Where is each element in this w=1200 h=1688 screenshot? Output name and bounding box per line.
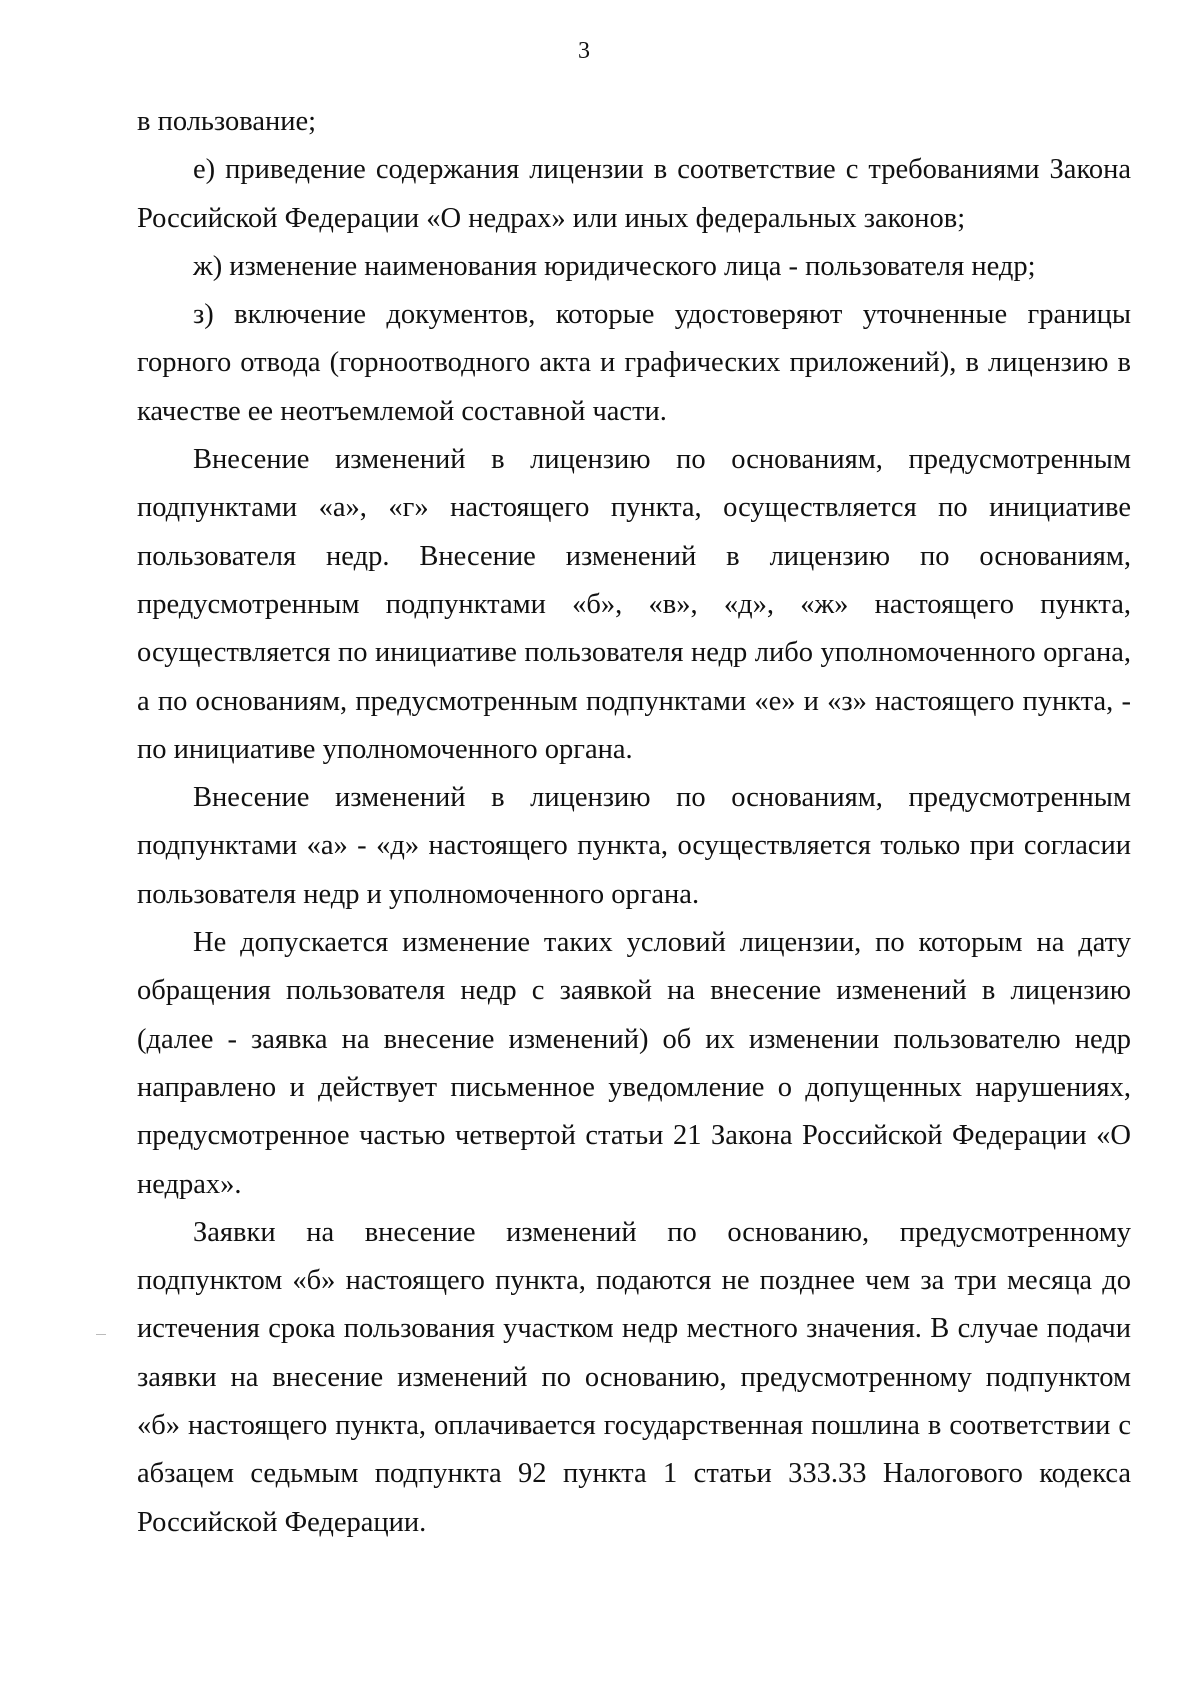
paragraph-item-z: з) включение документов, которые удостоверяют уточненные границы горного отвода (горноотводного акта и графических приложений), в лицензию в качестве ее неотъемлемой составной части. xyxy=(137,299,1131,427)
paragraph-item-zh: ж) изменение наименования юридического лица - пользователя недр; xyxy=(193,250,1036,282)
paragraph-initiative: Внесение изменений в лицензию по основаниям, предусмотренным подпунктами «а», «г» настоящего пункта, осуществляется по инициативе пользователя недр. Внесение изменений в лицензию по основаниям, предусмотренным подпунктами «б», «в», «д», «ж» настоящего пункта, осуществляется по инициативе пользователя недр либо уполномоченного органа, а по основаниям, предусмотренным подпунктами «е» и «з» настоящего пункта, - по инициативе уполномоченного органа. xyxy=(137,444,1131,765)
paragraph-item-e: е) приведение содержания лицензии в соответствие с требованиями Закона Российской Федерации «О недрах» или иных федеральных законов; xyxy=(137,154,1131,234)
paragraph-consent: Внесение изменений в лицензию по основаниям, предусмотренным подпунктами «а» - «д» настоящего пункта, осуществляется только при согласии пользователя недр и уполномоченного органа. xyxy=(137,782,1131,910)
document-body xyxy=(137,98,1131,1547)
page-number: 3 xyxy=(578,38,590,64)
paragraph-application-deadline: Заявки на внесение изменений по основанию, предусмотренному подпунктом «б» настоящего пункта, подаются не позднее чем за три месяца до истечения срока пользования участком недр местного значения. В случае подачи заявки на внесение изменений по основанию, предусмотренному подпунктом «б» настоящего пункта, оплачивается государственная пошлина в соответствии с абзацем седьмым подпункта 92 пункта 1 статьи 333.33 Налогового кодекса Российской Федерации. xyxy=(137,1216,1131,1538)
paragraph-restriction: Не допускается изменение таких условий лицензии, по которым на дату обращения пользователя недр с заявкой на внесение изменений в лицензию (далее - заявка на внесение изменений) об их изменении пользователю недр направлено и действует письменное уведомление о допущенных нарушениях, предусмотренное частью четвертой статьи 21 Закона Российской Федерации «О недрах». xyxy=(137,927,1131,1200)
paragraph-continuation: в пользование; xyxy=(137,106,317,137)
scan-margin-mark xyxy=(96,1334,106,1335)
